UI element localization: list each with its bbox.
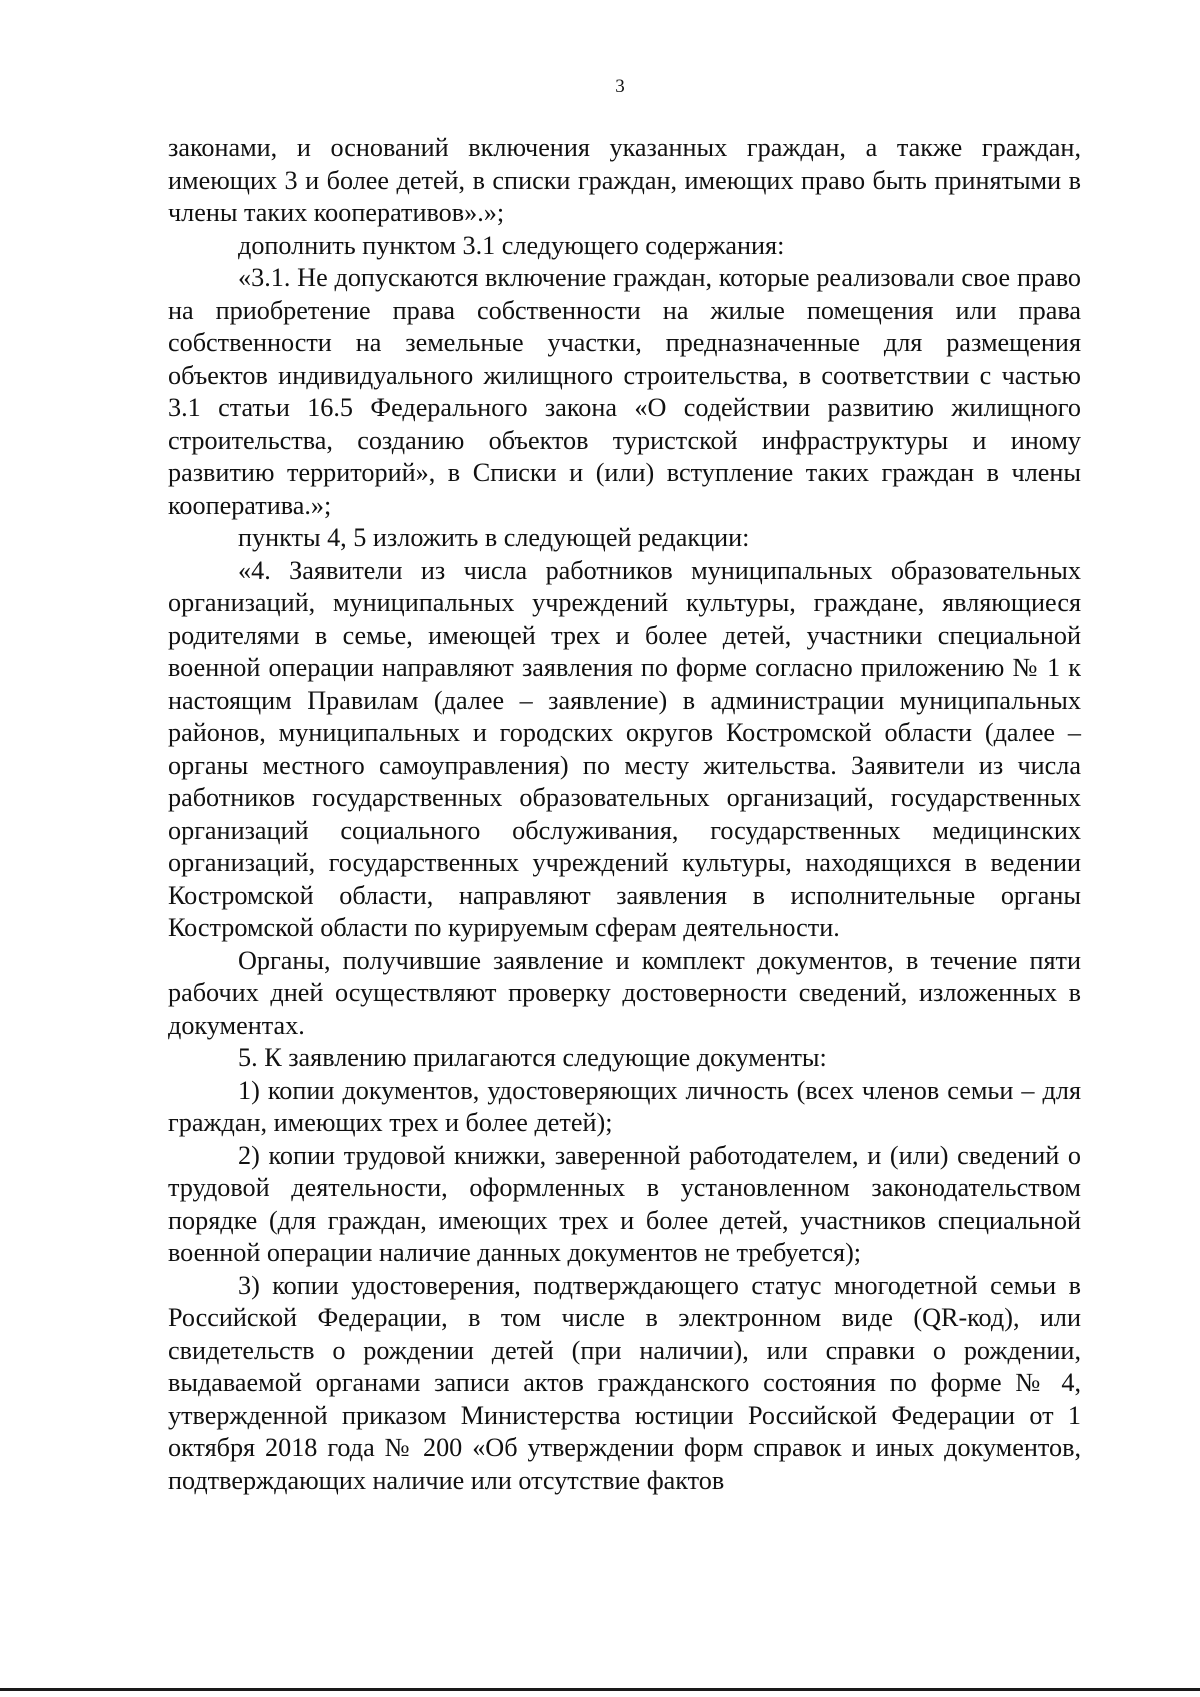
paragraph-continuation: законами, и оснований включения указанных граждан, а также граждан, имеющих 3 и более детей, в списки граждан, имеющих право быть принятыми в члены таких кооперативов».»; [168,133,1081,227]
list-item-1: 1) копии документов, удостоверяющих личность (всех членов семьи – для граждан, имеющих трех и более детей); [168,1075,1081,1137]
paragraph-verification: Органы, получившие заявление и комплект документов, в течение пяти рабочих дней осуществляют проверку достоверности сведений, изложенных в документах. [168,945,1081,1040]
list-item-3: 3) копии удостоверения, подтверждающего статус многодетной семьи в Российской Федерации, в том числе в электронном виде (QR-код), или свидетельств о рождении детей (при наличии), или справки о рождении, выдаваемой органами записи актов гражданского состояния по форме № 4, утвержденной приказом Министерства юстиции Российской Федерации от 1 октября 2018 года № 200 «Об утверждении форм справок и иных документов, подтверждающих наличие или отсутствие фактов [168,1270,1081,1495]
page-number: 3 [615,76,625,97]
paragraph-clause-4: «4. Заявители из числа работников муниципальных образовательных организаций, муниципальных учреждений культуры, граждане, являющиеся родителями в семье, имеющей трех и более детей, участники специальной военной операции направляют заявления по форме согласно приложению № 1 к настоящим Правилам (далее – заявление) в администрации муниципальных районов, муниципальных и городских округов Костромской области (далее – органы местного самоуправления) по месту жительства. Заявители из числа работников государственных образовательных организаций, государственных организаций социального обслуживания, государственных медицинских организаций, государственных учреждений культуры, находящихся в ведении Костромской области, направляют заявления в исполнительные органы Костромской области по курируемым сферам деятельности. [168,555,1081,942]
paragraph-clause-3-1: «3.1. Не допускаются включение граждан, которые реализовали свое право на приобретение права собственности на жилые помещения или права собственности на земельные участки, предназначенные для размещения объектов индивидуального жилищного строительства, в соответствии с частью 3.1 статьи 16.5 Федерального закона «О содействии развитию жилищного строительства, созданию объектов туристской инфраструктуры и иному развитию территорий», в Списки и (или) вступление таких граждан в члены кооператива.»; [168,263,1081,520]
paragraph-amendment-intro-4-5: пункты 4, 5 изложить в следующей редакции: [238,523,750,552]
bottom-border-line [0,1688,1200,1691]
paragraph-clause-5: 5. К заявлению прилагаются следующие документы: [238,1043,827,1072]
paragraph-amendment-intro-3-1: дополнить пунктом 3.1 следующего содержания: [238,230,785,260]
document-body [168,132,1081,1497]
list-item-2: 2) копии трудовой книжки, заверенной работодателем, и (или) сведений о трудовой деятельности, оформленных в установленном законодательством порядке (для граждан, имеющих трех и более детей, участников специальной военной операции наличие данных документов не требуется); [168,1140,1081,1267]
